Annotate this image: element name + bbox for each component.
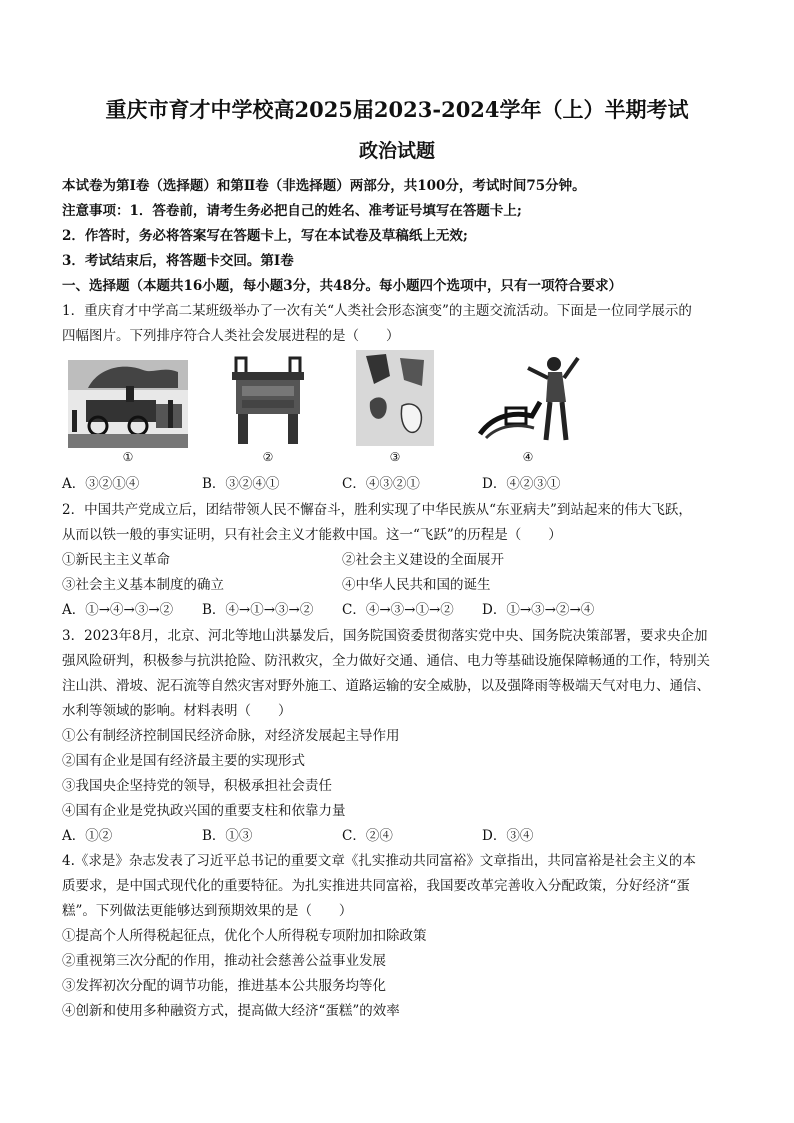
q1-option-a[interactable]: A．③②①④ [62,476,140,492]
q2-stem-line-1: 2．中国共产党成立后，团结带领人民不懈奋斗，胜利实现了中华民族从“东亚病夫”到站起来的伟大飞跃， [62,502,692,518]
q3-option-a[interactable]: A．①② [62,828,113,844]
q2-stem-line-2: 从而以铁一般的事实证明，只有社会主义才能救中国。这一“飞跃”的历程是（ ） [62,527,562,543]
q3-stem-line-3: 注山洪、滑坡、泥石流等自然灾害对野外施工、道路运输的安全威胁，以及强降雨等极端天气对电力、通信、 [62,678,710,694]
q3-item-2: ②国有企业是国有经济最主要的实现形式 [62,753,305,769]
q1-figure-steam-engine [68,360,188,448]
instruction-note-2: 2．作答时，务必将答案写在答题卡上，写在本试卷及草稿纸上无效; [62,228,468,244]
section-heading: 一、选择题（本题共16小题，每小题3分，共48分。每小题四个选项中，只有一项符合要求） [62,278,622,294]
q2-option-d[interactable]: D．①→③→②→④ [482,602,595,618]
q2-option-c[interactable]: C．④→③→①→② [342,602,454,618]
q2-item-1: ①新民主主义革命 [62,552,170,568]
exam-subtitle: 政治试题 [358,140,435,162]
q2-option-a[interactable]: A．①→④→③→② [62,602,174,618]
q4-stem-line-3: 糕”。下列做法更能够达到预期效果的是（ ） [62,903,353,919]
q3-stem-line-2: 强风险研判，积极参与抗洪抢险、防汛救灾，全力做好交通、通信、电力等基础设施保障畅通的工作，特别关 [62,653,710,669]
q2-option-b[interactable]: B．④→①→③→② [202,602,314,618]
q1-figure-stone-tools [356,350,434,446]
q3-stem-line-4: 水利等领域的影响。材料表明（ ） [62,703,292,719]
q1-option-c[interactable]: C．④③②① [342,476,420,492]
q2-item-2: ②社会主义建设的全面展开 [342,552,504,568]
q3-option-b[interactable]: B．①③ [202,828,253,844]
q1-caption-3: ③ [389,450,401,464]
instruction-note-3: 3．考试结束后，将答题卡交回。第Ⅰ卷 [62,253,294,269]
q1-caption-4: ④ [522,450,534,464]
q3-item-1: ①公有制经济控制国民经济命脉，对经济发展起主导作用 [62,728,400,744]
q2-item-4: ④中华人民共和国的诞生 [342,577,491,593]
q4-item-4: ④创新和使用多种融资方式，提高做大经济“蛋糕”的效率 [62,1003,400,1019]
q1-option-d[interactable]: D．④②③① [482,476,561,492]
q4-stem-line-1: 4.《求是》杂志发表了习近平总书记的重要文章《扎实推动共同富裕》文章指出，共同富裕是社会主义的本 [62,853,696,869]
q3-stem-line-1: 3．2023年8月，北京、河北等地山洪暴发后，国务院国资委贯彻落实党中央、国务院决策部署，要求央企加 [62,628,708,644]
q1-stem-line-2: 四幅图片。下列排序符合人类社会发展进程的是（ ） [62,328,400,344]
q1-stem-line-1: 1．重庆育才中学高二某班级举办了一次有关“人类社会形态演变”的主题交流活动。下面是一位同学展示的 [62,303,692,319]
q3-item-4: ④国有企业是党执政兴国的重要支柱和依靠力量 [62,803,346,819]
q1-caption-1: ① [122,450,134,464]
q4-item-1: ①提高个人所得税起征点，优化个人所得税专项附加扣除政策 [62,928,427,944]
q4-item-3: ③发挥初次分配的调节功能，推进基本公共服务均等化 [62,978,386,994]
q1-option-b[interactable]: B．③②④① [202,476,280,492]
q3-option-c[interactable]: C．②④ [342,828,393,844]
q1-caption-2: ② [262,450,274,464]
q3-option-d[interactable]: D．③④ [482,828,534,844]
exam-title: 重庆市育才中学校高2025届2023-2024学年（上）半期考试 [105,97,689,122]
q1-figure-plough [476,354,580,446]
q2-item-3: ③社会主义基本制度的确立 [62,577,224,593]
q4-stem-line-2: 质要求，是中国式现代化的重要特征。为扎实推进共同富裕，我国要改革完善收入分配政策，分好经济“蛋 [62,878,690,894]
instruction-intro: 本试卷为第Ⅰ卷（选择题）和第Ⅱ卷（非选择题）两部分，共100分，考试时间75分钟。 [62,178,586,194]
q3-item-3: ③我国央企坚持党的领导，积极承担社会责任 [62,778,332,794]
q1-figure-bronze-ding [228,354,308,448]
instruction-note-1: 注意事项：1．答卷前，请考生务必把自己的姓名、准考证号填写在答题卡上; [62,203,522,219]
q4-item-2: ②重视第三次分配的作用，推动社会慈善公益事业发展 [62,953,386,969]
